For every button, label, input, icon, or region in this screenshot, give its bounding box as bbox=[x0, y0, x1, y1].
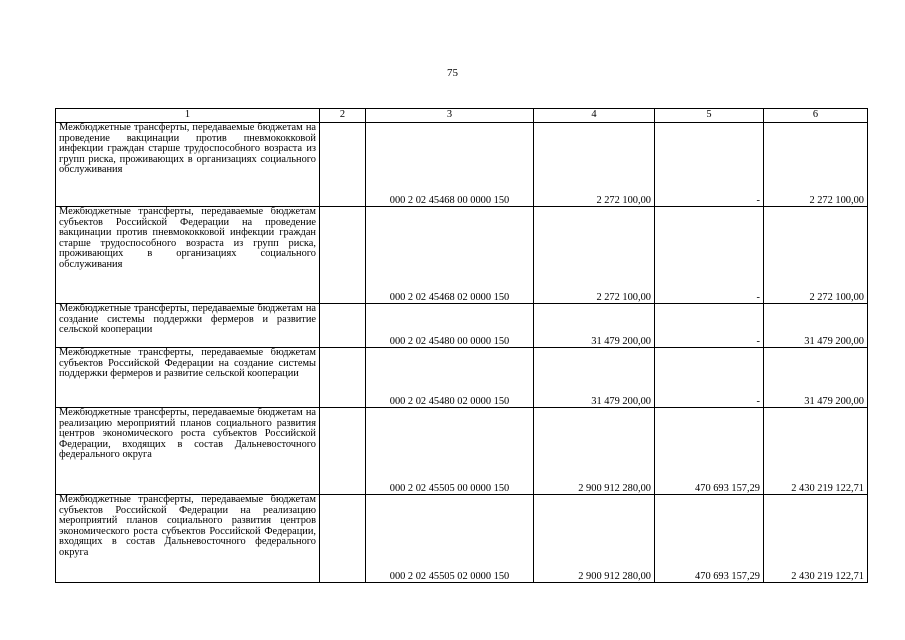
row-col6: 31 479 200,00 bbox=[764, 304, 868, 348]
row-col5: 470 693 157,29 bbox=[655, 495, 764, 583]
row-col6: 2 430 219 122,71 bbox=[764, 495, 868, 583]
row-col6: 2 272 100,00 bbox=[764, 207, 868, 304]
row-description: Межбюджетные трансферты, передаваемые бюджетам на реализацию мероприятий планов социального развития центров экономического роста субъектов Российской Федерации, входящих в состав Дальневосточного федерального округа bbox=[56, 408, 320, 495]
row-description: Межбюджетные трансферты, передаваемые бюджетам на проведение вакцинации против пневмококковой инфекции граждан старше трудоспособного возраста из групп риска, проживающих в организациях социального обслуживания bbox=[56, 123, 320, 207]
header-col-4: 4 bbox=[534, 109, 655, 123]
row-col5: - bbox=[655, 304, 764, 348]
row-col6: 2 272 100,00 bbox=[764, 123, 868, 207]
row-col6: 31 479 200,00 bbox=[764, 348, 868, 408]
row-description: Межбюджетные трансферты, передаваемые бюджетам субъектов Российской Федерации на проведение вакцинации против пневмококковой инфекции граждан старше трудоспособного возраста из групп риска, проживающих в организациях социального обслуживания bbox=[56, 207, 320, 304]
row-col2 bbox=[320, 123, 366, 207]
row-code: 000 2 02 45505 00 0000 150 bbox=[366, 408, 534, 495]
header-col-6: 6 bbox=[764, 109, 868, 123]
table-row bbox=[56, 123, 868, 207]
page-number: 75 bbox=[447, 67, 458, 79]
table-row bbox=[56, 408, 868, 495]
header-col-1: 1 bbox=[56, 109, 320, 123]
header-row bbox=[56, 109, 868, 123]
table-row bbox=[56, 495, 868, 583]
table-row bbox=[56, 348, 868, 408]
table-row bbox=[56, 304, 868, 348]
row-code: 000 2 02 45480 02 0000 150 bbox=[366, 348, 534, 408]
row-code: 000 2 02 45468 00 0000 150 bbox=[366, 123, 534, 207]
table-row bbox=[56, 207, 868, 304]
row-description: Межбюджетные трансферты, передаваемые бюджетам на создание системы поддержки фермеров и развитие сельской кооперации bbox=[56, 304, 320, 348]
row-col5: 470 693 157,29 bbox=[655, 408, 764, 495]
row-col4: 31 479 200,00 bbox=[534, 348, 655, 408]
row-col5: - bbox=[655, 123, 764, 207]
row-col4: 2 900 912 280,00 bbox=[534, 408, 655, 495]
row-description: Межбюджетные трансферты, передаваемые бюджетам субъектов Российской Федерации на создание системы поддержки фермеров и развитие сельской кооперации bbox=[56, 348, 320, 408]
row-col5: - bbox=[655, 207, 764, 304]
budget-table bbox=[55, 108, 868, 583]
row-col4: 2 272 100,00 bbox=[534, 207, 655, 304]
row-col2 bbox=[320, 408, 366, 495]
header-col-3: 3 bbox=[366, 109, 534, 123]
row-col6: 2 430 219 122,71 bbox=[764, 408, 868, 495]
row-code: 000 2 02 45468 02 0000 150 bbox=[366, 207, 534, 304]
row-description: Межбюджетные трансферты, передаваемые бюджетам субъектов Российской Федерации на реализацию мероприятий планов социального развития центров экономического роста субъектов Российской Федерации, входящих в состав Дальневосточного федерального округа bbox=[56, 495, 320, 583]
row-col2 bbox=[320, 495, 366, 583]
row-col4: 2 900 912 280,00 bbox=[534, 495, 655, 583]
row-col4: 31 479 200,00 bbox=[534, 304, 655, 348]
row-code: 000 2 02 45480 00 0000 150 bbox=[366, 304, 534, 348]
row-col4: 2 272 100,00 bbox=[534, 123, 655, 207]
row-col2 bbox=[320, 304, 366, 348]
header-col-2: 2 bbox=[320, 109, 366, 123]
row-col2 bbox=[320, 207, 366, 304]
row-col5: - bbox=[655, 348, 764, 408]
row-code: 000 2 02 45505 02 0000 150 bbox=[366, 495, 534, 583]
row-col2 bbox=[320, 348, 366, 408]
header-col-5: 5 bbox=[655, 109, 764, 123]
